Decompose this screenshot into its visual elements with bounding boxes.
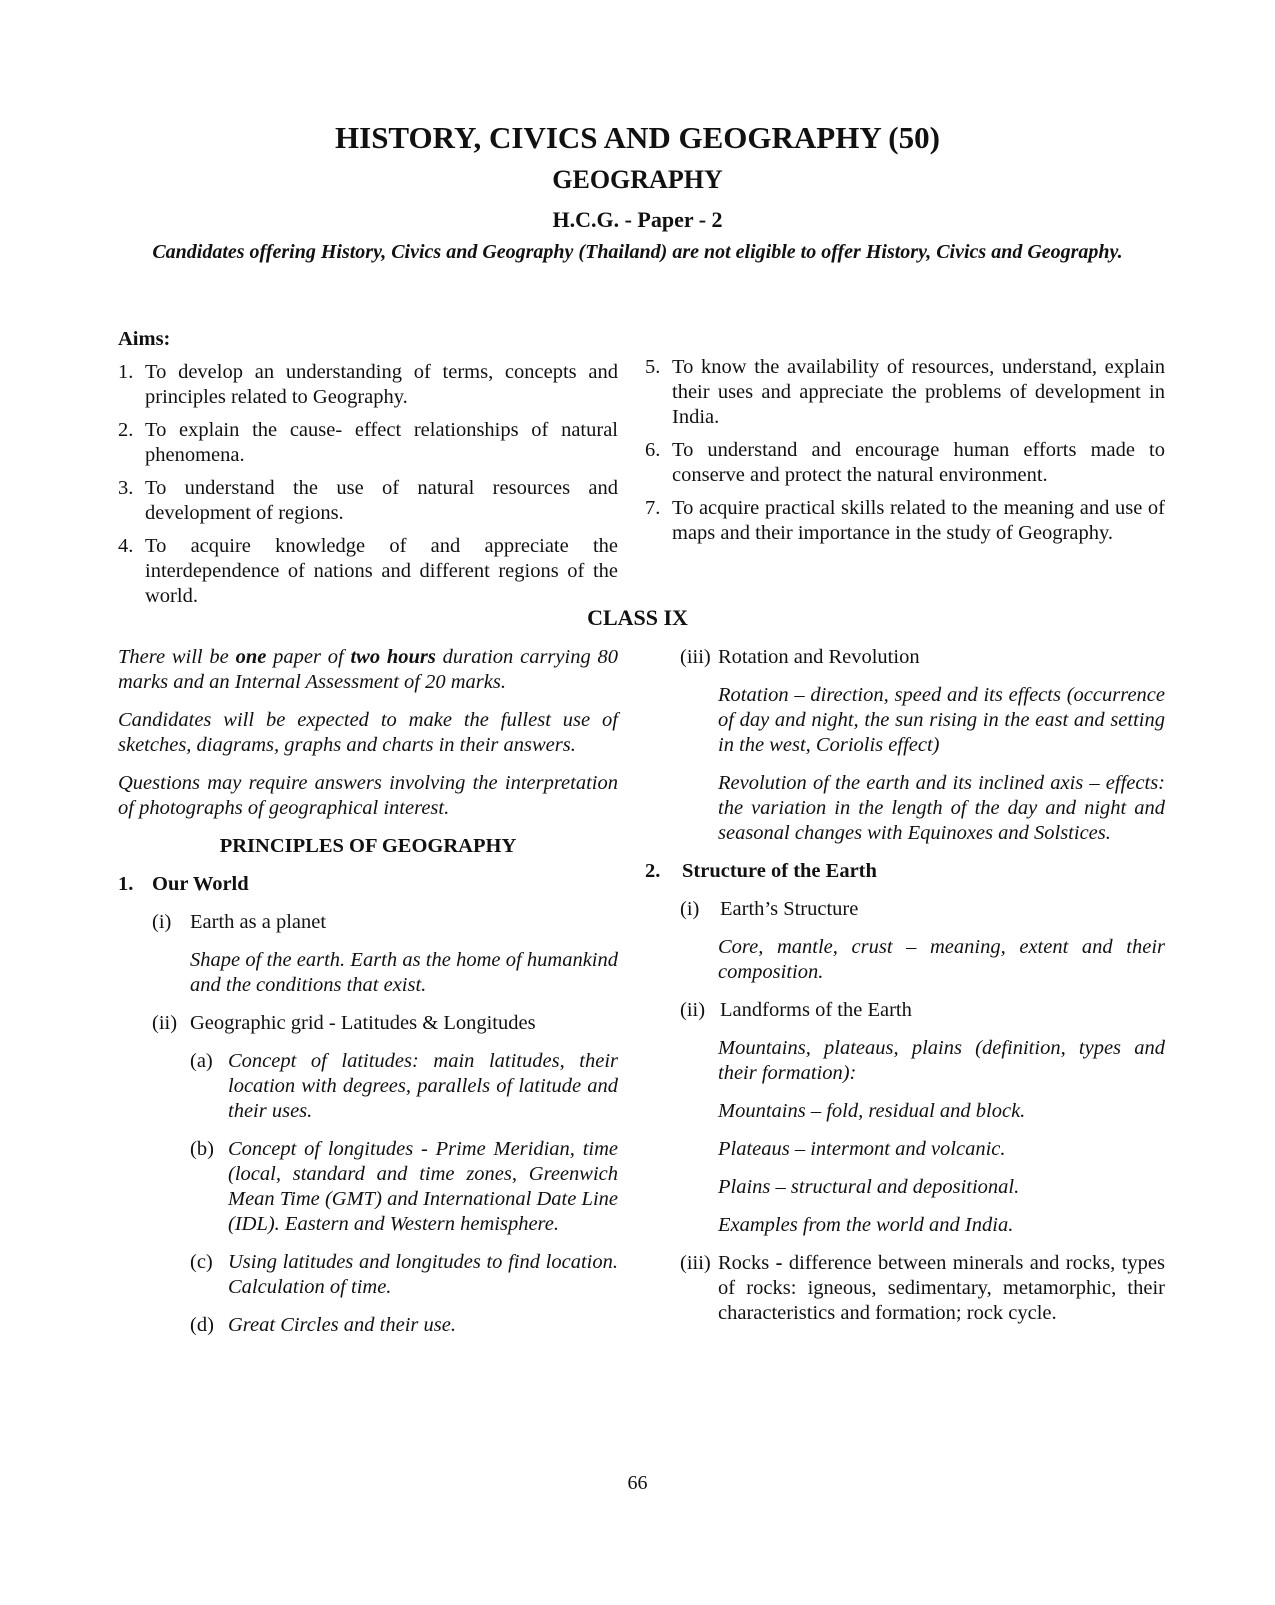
subtopic-text: Concept of longitudes - Prime Meridian, time (local, standard and time zones, Greenwich Mean Time (GMT) and International Date Line (IDL). Eastern and Western hemisphere.: [228, 1138, 618, 1235]
subtopic-text: Concept of latitudes: main latitudes, their location with degrees, parallels of latitude and their uses.: [228, 1050, 618, 1122]
eligibility-note: Candidates offering History, Civics and Geography (Thailand) are not eligible to offer History, Civics and Geography.: [152, 241, 1123, 263]
intro-text: paper of: [266, 646, 351, 668]
topic-number: (ii): [152, 1012, 178, 1034]
subject-heading: GEOGRAPHY: [552, 165, 723, 194]
landform-examples: Examples from the world and India.: [718, 1214, 1014, 1236]
aims-list-right: [645, 355, 1165, 546]
landform-plains: Plains – structural and depositional.: [718, 1176, 1020, 1198]
page-number: 66: [627, 1472, 648, 1494]
intro-paragraph-1: [118, 645, 618, 695]
aim-text: To acquire practical skills related to the meaning and use of maps and their importance in the study of Geography.: [672, 497, 1165, 544]
subtopic-text: Great Circles and their use.: [228, 1314, 456, 1336]
topic-geographic-grid: [118, 1011, 618, 1036]
topic-number: (i): [152, 911, 172, 933]
section-title: Our World: [152, 873, 249, 895]
aim-number: 4.: [118, 535, 134, 557]
topic-rocks: [645, 1251, 1165, 1326]
aim-number: 1.: [118, 361, 134, 383]
aim-text: To understand and encourage human efforts made to conserve and protect the natural environment.: [672, 439, 1165, 486]
revolution-description: Revolution of the earth and its inclined axis – effects: the variation in the length of the day and night and seasonal changes with Equinoxes and Solstices.: [718, 772, 1165, 844]
subtopic-letter: (b): [190, 1138, 214, 1160]
topic-title: Rocks: [718, 1252, 770, 1274]
landforms-description: Mountains, plateaus, plains (definition, types and their formation):: [718, 1037, 1165, 1084]
aims-right-column: [645, 355, 1165, 554]
topic-rotation-revolution: [645, 645, 1165, 670]
landform-plateaus: Plateaus – intermont and volcanic.: [718, 1138, 1006, 1160]
aim-item: [118, 418, 618, 468]
aim-number: 3.: [118, 477, 134, 499]
aim-number: 7.: [645, 497, 661, 519]
paper-heading: H.C.G. - Paper - 2: [552, 207, 723, 232]
aim-item: [645, 438, 1165, 488]
topic-number: (iii): [680, 1252, 711, 1274]
topic-earth-structure: [645, 897, 1165, 922]
topic-description: Core, mantle, crust – meaning, extent and their composition.: [718, 936, 1165, 983]
subtopic-longitudes: [118, 1137, 618, 1237]
subtopic-text: Using latitudes and longitudes to find location. Calculation of time.: [228, 1251, 618, 1298]
class-heading: CLASS IX: [587, 605, 688, 630]
aim-number: 5.: [645, 356, 661, 378]
aims-heading: Aims:: [118, 328, 171, 350]
section-1-heading: [118, 872, 618, 897]
topic-title: Geographic grid - Latitudes & Longitudes: [190, 1012, 536, 1034]
aim-text: To understand the use of natural resources and development of regions.: [145, 477, 618, 524]
aims-list-left: [118, 360, 618, 609]
intro-text: duration carrying 80 marks and an Internal Assessment of 20 marks.: [118, 646, 618, 693]
subtopic-great-circles: [118, 1313, 618, 1338]
aim-text: To explain the cause- effect relationships of natural phenomena.: [145, 419, 618, 466]
intro-bold-duration: two hours: [350, 646, 436, 668]
intro-paragraph-2: Candidates will be expected to make the fullest use of sketches, diagrams, graphs and charts in their answers.: [118, 709, 618, 756]
aim-text: To know the availability of resources, understand, explain their uses and appreciate the problems of development in India.: [672, 356, 1165, 428]
subtopic-letter: (c): [190, 1251, 213, 1273]
topic-title: Earth’s Structure: [720, 898, 859, 920]
aim-item: [645, 496, 1165, 546]
topic-description: Shape of the earth. Earth as the home of humankind and the conditions that exist.: [190, 949, 618, 996]
subtopic-latitudes: [118, 1049, 618, 1124]
section-number: 1.: [118, 873, 134, 895]
rotation-description: Rotation – direction, speed and its effects (occurrence of day and night, the sun rising in the east and setting in the west, Coriolis effect): [718, 684, 1165, 756]
topic-number: (i): [680, 898, 700, 920]
intro-paragraph-3: Questions may require answers involving the interpretation of photographs of geographical interest.: [118, 772, 618, 819]
topic-text: difference between minerals and rocks, types of rocks: igneous, sedimentary, metamorphic, their characteristics and formation; rock cycle.: [718, 1252, 1165, 1324]
topic-dash: -: [769, 1252, 789, 1274]
intro-bold-one: one: [235, 646, 267, 668]
page-title: HISTORY, CIVICS AND GEOGRAPHY (50): [335, 120, 940, 155]
aim-text: To develop an understanding of terms, concepts and principles related to Geography.: [145, 361, 618, 408]
aim-number: 6.: [645, 439, 661, 461]
topic-number: (iii): [680, 646, 711, 668]
aims-left-column: [118, 327, 618, 617]
subtopic-letter: (d): [190, 1314, 214, 1336]
topic-title: Earth as a planet: [190, 911, 327, 933]
subtopic-location: [118, 1250, 618, 1300]
topic-title: Rotation and Revolution: [718, 646, 920, 668]
topic-earth-as-planet: [118, 910, 618, 935]
aim-item: [118, 476, 618, 526]
left-column: [118, 645, 618, 1351]
topic-title: Landforms of the Earth: [720, 999, 912, 1021]
section-title: Structure of the Earth: [682, 860, 877, 882]
section-number: 2.: [645, 860, 661, 882]
topic-landforms: [645, 998, 1165, 1023]
intro-text: There will be: [118, 646, 236, 668]
aim-text: To acquire knowledge of and appreciate the interdependence of nations and different regions of the world.: [145, 535, 618, 607]
aim-item: [118, 360, 618, 410]
aim-item: [118, 534, 618, 609]
aim-item: [645, 355, 1165, 430]
landform-mountains: Mountains – fold, residual and block.: [718, 1100, 1026, 1122]
subtopic-letter: (a): [190, 1050, 213, 1072]
principles-heading: PRINCIPLES OF GEOGRAPHY: [219, 835, 517, 857]
aim-number: 2.: [118, 419, 134, 441]
section-2-heading: [645, 859, 1165, 884]
topic-number: (ii): [680, 999, 706, 1021]
right-column: [645, 645, 1165, 1339]
